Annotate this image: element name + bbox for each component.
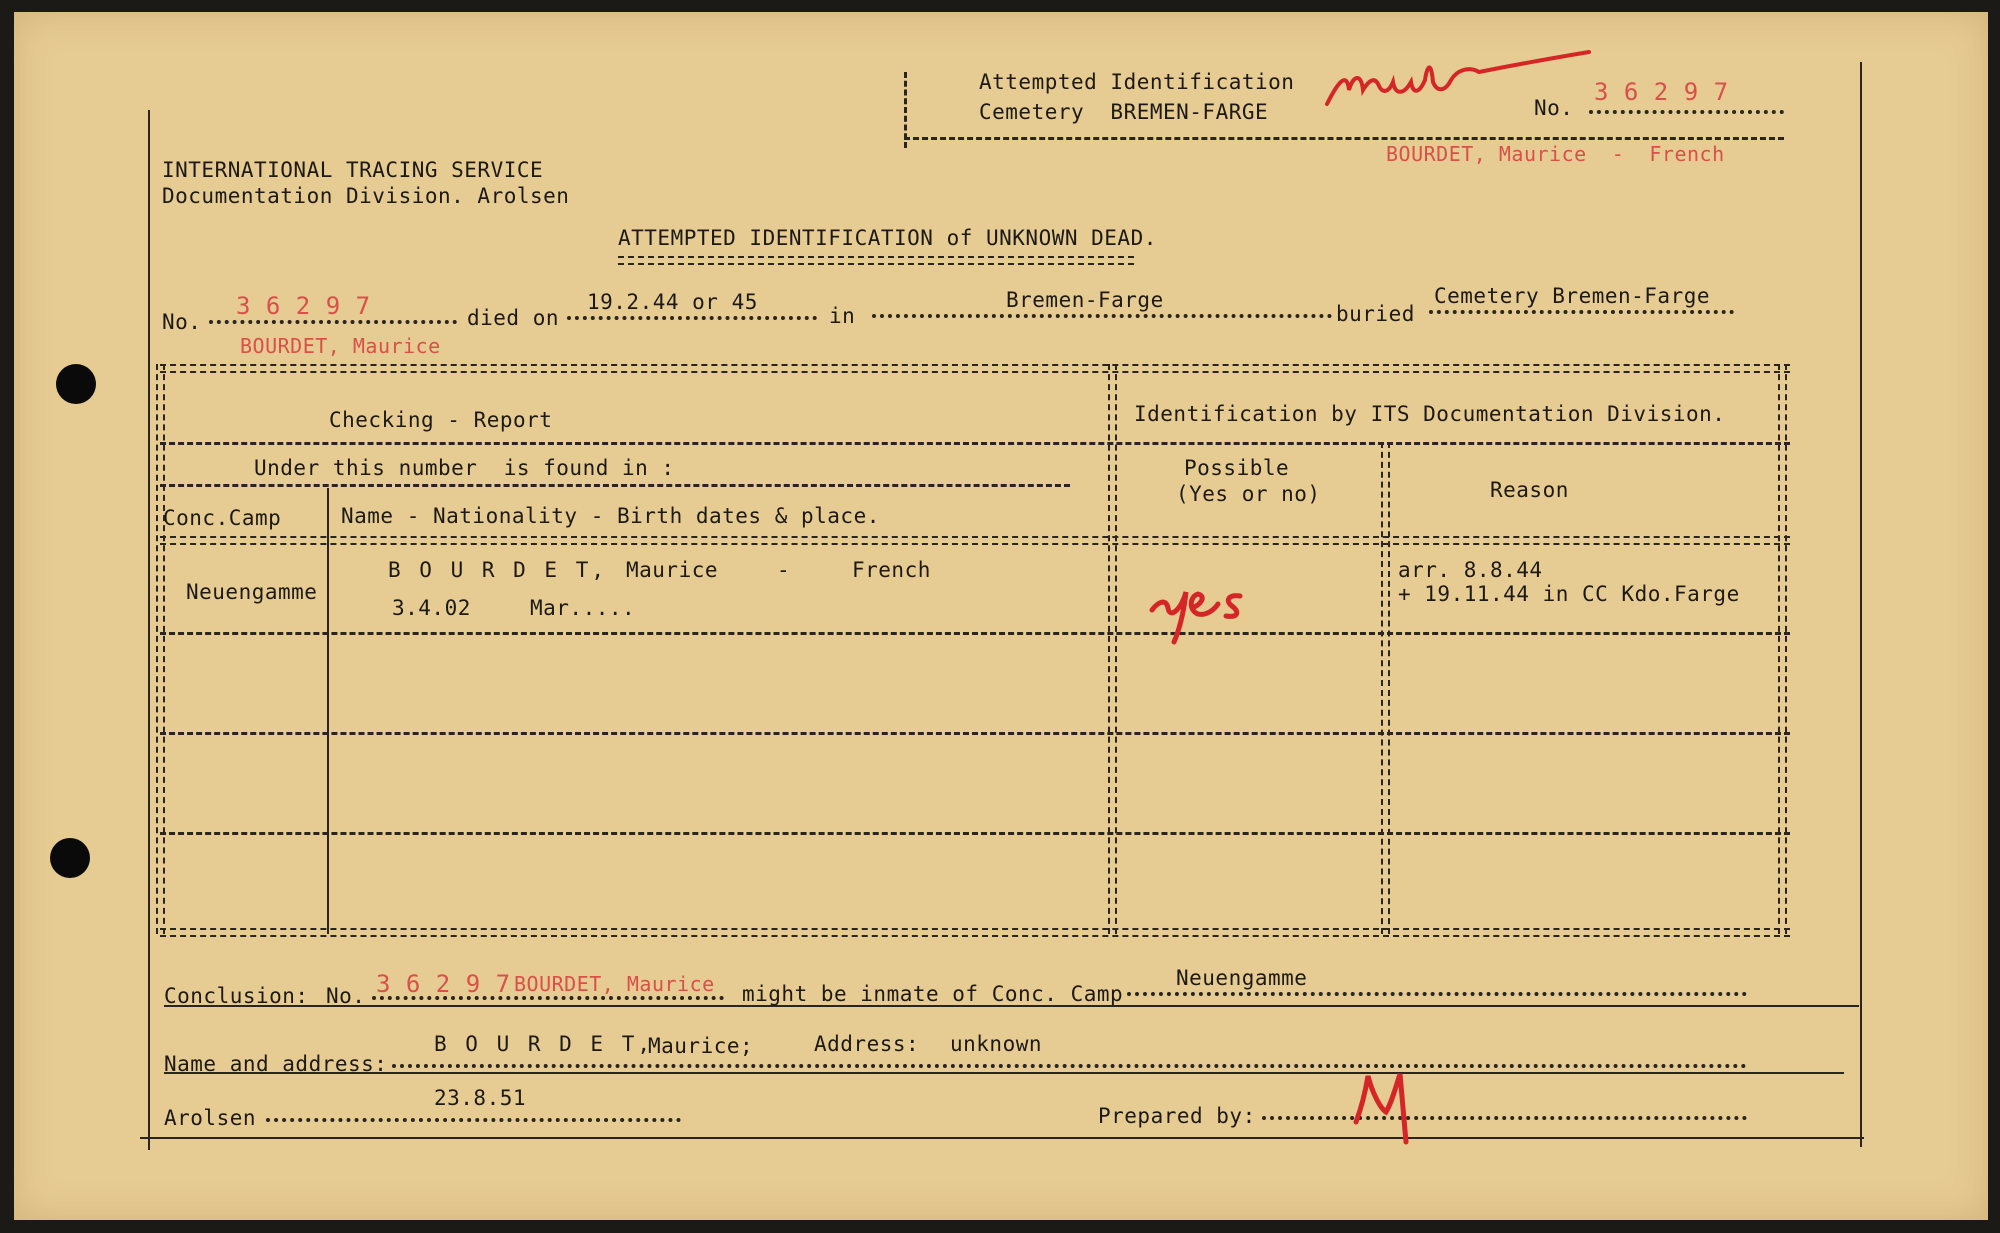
org-name: INTERNATIONAL TRACING SERVICE (162, 158, 544, 182)
header-box-cemetery: Cemetery BREMEN-FARGE (979, 100, 1269, 124)
row1-reason-death: + 19.11.44 in CC Kdo.Farge (1398, 582, 1740, 606)
record-no-label: No. (162, 310, 202, 334)
footer-date-dots (266, 1118, 681, 1122)
conclusion-no-value: 3 6 2 9 7 (376, 970, 511, 998)
header-name-stamp: BOURDET, Maurice - French (1386, 142, 1725, 166)
row1-bottom-border (160, 632, 1790, 635)
row1-firstname: Maurice (626, 558, 719, 582)
row1-birthplace: Mar..... (530, 596, 636, 620)
record-no-value: 3 6 2 9 7 (236, 292, 371, 320)
name-address-label: Name and address: (164, 1052, 388, 1076)
row2-bottom-border (160, 732, 1790, 735)
header-box-title: Attempted Identification (979, 70, 1295, 94)
record-buried-value: Cemetery Bremen-Farge (1434, 284, 1711, 308)
record-buried-dots (1429, 310, 1734, 314)
row1-surname: B O U R D E T, (388, 558, 608, 582)
camp-column-header: Conc.Camp (163, 506, 282, 530)
checking-report-header: Checking - Report (329, 408, 553, 432)
identification-header: Identification by ITS Documentation Division. (1134, 402, 1726, 426)
frame-right-line (1860, 62, 1862, 1147)
table-bottom-border (160, 928, 1790, 937)
name-column-header: Name - Nationality - Birth dates & place. (341, 504, 880, 528)
conclusion-label: Conclusion: (164, 984, 309, 1008)
record-in-label: in (829, 304, 856, 328)
record-no-dots (209, 320, 457, 324)
table-header-divider (160, 442, 1790, 445)
row1-possible-yes (1144, 562, 1264, 652)
name-address-dots (392, 1064, 1747, 1068)
footer-place-label: Arolsen (164, 1106, 257, 1130)
record-died-label: died on (467, 306, 560, 330)
identification-column-divider (1108, 364, 1117, 934)
conclusion-might-be: might be inmate of Conc. Camp (742, 982, 1124, 1006)
conclusion-camp-dots (1127, 992, 1747, 996)
table-column-header-divider (160, 536, 1790, 545)
row1-dash: - (777, 558, 791, 582)
under-number-underline (160, 484, 1070, 487)
row1-reason-arrival: arr. 8.8.44 (1398, 558, 1543, 582)
punch-hole-top (56, 364, 96, 404)
under-number-label: Under this number is found in : (254, 456, 675, 480)
row1-nationality: French (852, 558, 931, 582)
preparer-signature (1348, 1062, 1438, 1152)
row1-birthdate: 3.4.02 (392, 596, 471, 620)
address-label: Address: (814, 1032, 920, 1056)
header-box-bottom-border (904, 137, 1784, 140)
conclusion-no-label: No. (326, 984, 366, 1008)
name-address-surname: B O U R D E T, (434, 1032, 654, 1056)
row1-camp: Neuengamme (186, 580, 318, 604)
reason-header: Reason (1490, 478, 1569, 502)
reason-column-divider (1381, 442, 1390, 934)
header-no-label: No. (1534, 96, 1574, 120)
header-no-value: 3 6 2 9 7 (1594, 78, 1729, 106)
table-top-border (160, 364, 1790, 373)
record-in-dots (872, 314, 1332, 318)
record-buried-label: buried (1336, 302, 1415, 326)
possible-header: Possible (1184, 456, 1290, 480)
footer-date-value: 23.8.51 (434, 1086, 527, 1110)
record-name-stamp: BOURDET, Maurice (240, 334, 441, 358)
name-address-underline (164, 1072, 1844, 1074)
frame-bottom-line (140, 1137, 1864, 1139)
record-in-value: Bremen-Farge (1006, 288, 1164, 312)
document-card (14, 12, 1988, 1220)
frame-left-line (148, 110, 150, 1150)
name-address-firstname: Maurice; (648, 1034, 754, 1058)
title-underline (618, 256, 1134, 265)
table-left-border (156, 364, 165, 934)
conclusion-name-stamp: BOURDET, Maurice (514, 972, 715, 996)
row3-bottom-border (160, 832, 1790, 835)
prepared-by-dots (1262, 1116, 1747, 1120)
conclusion-camp-value: Neuengamme (1176, 966, 1308, 990)
address-value: unknown (950, 1032, 1043, 1056)
record-died-dots (567, 316, 817, 320)
punch-hole-bottom (50, 838, 90, 878)
prepared-by-label: Prepared by: (1098, 1104, 1256, 1128)
form-title: ATTEMPTED IDENTIFICATION of UNKNOWN DEAD. (618, 226, 1157, 250)
header-no-dots (1589, 110, 1784, 114)
table-right-border (1778, 364, 1787, 934)
record-died-value: 19.2.44 or 45 (587, 290, 758, 314)
possible-subheader: (Yes or no) (1176, 482, 1321, 506)
camp-column-divider (327, 488, 329, 934)
conclusion-underline (164, 1005, 1859, 1007)
org-division: Documentation Division. Arolsen (162, 184, 570, 208)
